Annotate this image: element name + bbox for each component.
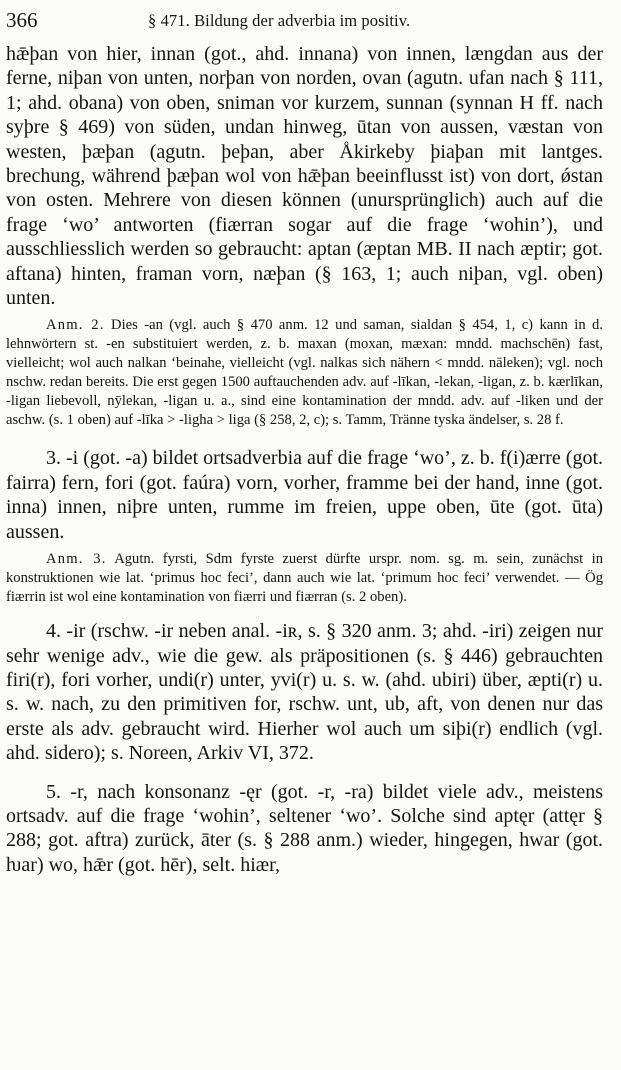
paragraph-adverbs-an: hǣþan von hier, innan (got., ahd. innana) von innen, længdan aus der ferne, niþan von unten, norþan von norden, ovan (agutn. ufan nach § 111, 1; ahd. obana) von oben, sniman vor kurzem, sunnan (synnan H ff. nach syþre § 469) von süden, undan hinweg, ūtan von aussen, væstan von westen, þæþan (agutn. þeþan, aber Åkirkeby þiaþan mit lantges. brechung, während þæþan wol von hǣþan beeinflusst ist) von dort, ǿstan von osten. Mehrere von diesen können (unursprünglich) auch auf die frage ‘wo’ antworten (fiærran sogar auf die frage ‘wohin’), und ausschliesslich werden so gebraucht: aptan (æptan MB. II nach æptir; got. aftana) hinten, framan vorn, næþan (§ 163, 1; auch niþan, vgl. oben) unten. — [6, 43, 603, 310]
note-label: Anm. 2. — [46, 317, 105, 334]
note-anm-3 — [6, 550, 603, 607]
paragraph-section-5: 5. -r, nach konsonanz -ęr (got. -r, -ra) bildet viele adv., meistens ortsadv. auf die frage ‘wohin’, seltener ‘wo’. Solche sind aptęr (attęr § 288; got. aftra) zurück, āter (s. § 288 anm.) wieder, hingegen, hwar (got. ƕar) wo, hǣr (got. hēr), selt. hiær, — [6, 780, 603, 876]
page-number: 366 — [6, 8, 38, 32]
paragraph-section-3: 3. -i (got. -a) bildet ortsadverbia auf die frage ‘wo’, z. b. f(i)ærre (got. fairra) fern, fori (got. faúra) vorn, vorher, framme bei der hand, inne (got. inna) innen, niþre unten, rumme im freien, uppe oben, ūte (got. ūta) aussen. — [6, 447, 604, 543]
page-header — [6, 6, 603, 38]
note-anm-2 — [6, 316, 603, 430]
running-title: § 471. Bildung der adverbia im positiv. — [148, 11, 411, 30]
note-label: Anm. 3. — [46, 551, 107, 568]
note-text: Dies -an (vgl. auch § 470 anm. 12 und saman, sialdan § 454, 1, c) kann in d. lehnwörtern st. -en substituiert werden, z. b. maxan (moxan, mæxan: mndd. machschēn) fast, vielleicht; wol auch nalkan ‘beinahe, vielleicht (vgl. nalkas sich nähern < mndd. nāleken); vgl. noch nschw. redan bereits. Die erst gegen 1500 auftauchenden adv. auf -līkan, -lekan, -ligan, z. b. kærlīkan, -ligan liebevoll, nȳlekan, -ligan u. a., sind eine kontamination der mndd. adv. auf -liken und der aschw. (s. 1 oben) auf -līka > -ligha > liga (§ 258, 2, c); s. Tamm, Tränne tyska ändelser, s. 28 f. — [6, 317, 603, 429]
paragraph-section-4: 4. -ir (rschw. -ir neben anal. -iʀ, s. § 320 anm. 3; ahd. -iri) zeigen nur sehr wenige adv., wie die gew. als präpositionen (s. § 446) gebrauchten firi(r), fori vorher, undi(r) unter, yvi(r) u. s. w. (ahd. ubiri) über, æpti(r) u. s. w. nach, zu den primitiven for, rschw. unt, ub, aft, von denen nur das erste als adv. gebraucht wird. Hierher wol auch um siþi(r) endlich (vgl. ahd. sidero); s. Noreen, Arkiv VI, 372. — [6, 620, 603, 765]
note-text: Agutn. fyrsti, Sdm fyrste zuerst dürfte urspr. nom. sg. m. sein, zunächst in konstruktionen wie lat. ‘primus hoc feci’, dann auch wie lat. ‘primum hoc feci’ verwendet. — Ög fiærrin ist wol eine kontamination von fiærri und fiærran (s. 2 oben). — [6, 551, 603, 606]
